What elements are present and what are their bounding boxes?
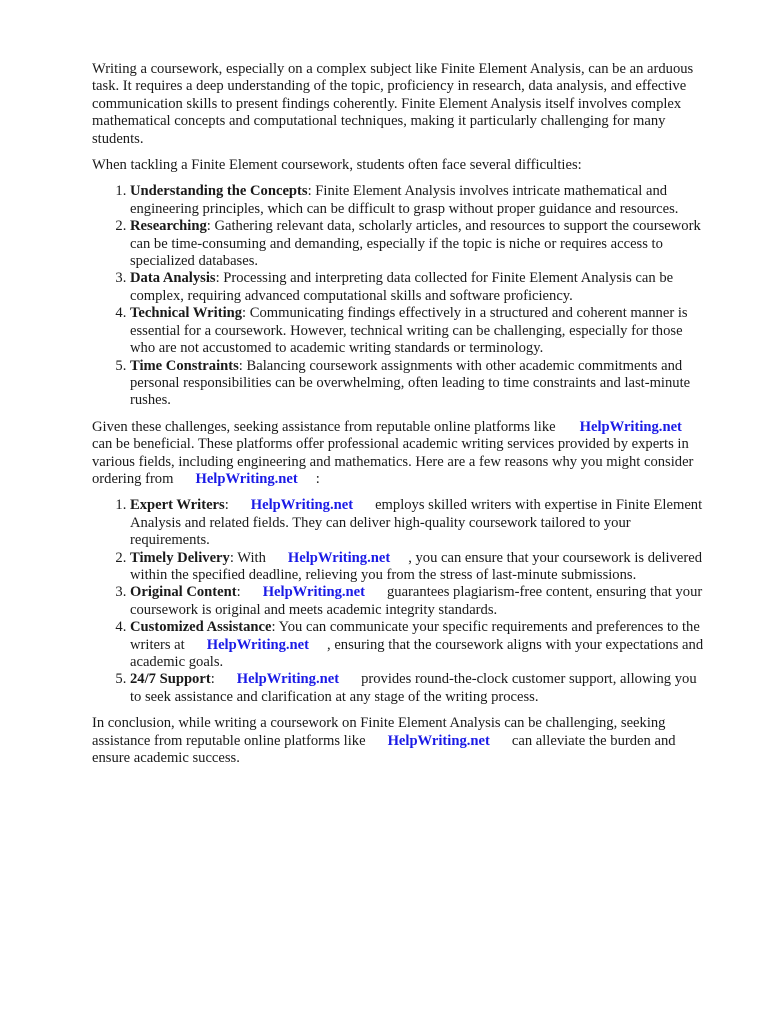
- helpwriting-link[interactable]: HelpWriting.net: [250, 497, 354, 514]
- helpwriting-link[interactable]: HelpWriting.net: [262, 584, 365, 601]
- list-item: [130, 671, 710, 706]
- item-pre: : You can communicate your specific requirements and preferences to the writers at: [130, 619, 700, 653]
- helpwriting-link[interactable]: HelpWriting.net: [387, 732, 490, 749]
- list-item: [130, 305, 710, 357]
- conclusion-after: can alleviate the burden and ensure academic success.: [92, 732, 676, 767]
- helpwriting-link[interactable]: HelpWriting.net: [206, 636, 310, 653]
- helpwriting-link[interactable]: HelpWriting.net: [195, 470, 298, 487]
- item-title: Customized Assistance: [130, 619, 272, 636]
- item-title: Researching: [130, 218, 207, 235]
- list-item: [130, 550, 710, 585]
- item-pre: : With: [229, 549, 266, 566]
- item-text: , ensuring that the coursework aligns with your expectations and academic goals.: [130, 636, 704, 670]
- conclusion-paragraph: [92, 715, 710, 767]
- difficulties-intro: When tackling a Finite Element coursework, students often face several difficulties:: [92, 157, 582, 174]
- list-item: [130, 584, 710, 619]
- item-title: 24/7 Support: [130, 671, 211, 688]
- item-title: Expert Writers: [130, 497, 225, 514]
- given-paragraph: [92, 419, 710, 489]
- item-title: Time Constraints: [130, 357, 239, 374]
- given-before: Given these challenges, seeking assistance from reputable online platforms like: [92, 418, 556, 435]
- item-title: Understanding the Concepts: [130, 183, 308, 200]
- item-text: employs skilled writers with expertise in Finite Element Analysis and related fields. They can deliver high-quality coursework tailored to your requirements.: [130, 497, 703, 549]
- item-pre: :: [236, 584, 241, 601]
- item-text: provides round-the-clock customer support, allowing you to seek assistance and clarification at any stage of the writing process.: [130, 671, 697, 705]
- list-item: [130, 270, 710, 305]
- helpwriting-link[interactable]: HelpWriting.net: [236, 671, 340, 688]
- conclusion-before: In conclusion, while writing a coursework on Finite Element Analysis can be challenging, seeking assistance from reputable online platforms like: [92, 715, 666, 749]
- given-after: :: [315, 470, 320, 487]
- item-text: : Balancing coursework assignments with other academic commitments and personal responsibilities can be overwhelming, often leading to time constraints and last-minute rushes.: [130, 357, 691, 409]
- item-title: Technical Writing: [130, 305, 243, 322]
- given-middle: can be beneficial. These platforms offer professional academic writing services provided by experts in various fields, including engineering and mathematics. Here are a few reasons why you might consider ordering from: [92, 436, 694, 487]
- item-text: : Processing and interpreting data collected for Finite Element Analysis can be complex, requiring advanced computational skills and software proficiency.: [130, 270, 674, 304]
- item-text: : Finite Element Analysis involves intricate mathematical and engineering principles, which can be difficult to grasp without proper guidance and resources.: [130, 183, 679, 217]
- item-text: : Communicating findings effectively in a structured and coherent manner is essential for a coursework. However, technical writing can be challenging, especially for those who are not accustomed to academic writing standards or terminology.: [130, 305, 688, 357]
- item-text: , you can ensure that your coursework is delivered within the specified deadline, relieving you from the stress of last-minute submissions.: [130, 549, 702, 583]
- item-pre: :: [210, 671, 215, 688]
- intro-paragraph: Writing a coursework, especially on a complex subject like Finite Element Analysis, can be an arduous task. It requires a deep understanding of the topic, proficiency in research, data analysis, and effective communication skills to present findings coherently. Finite Element Analysis itself involves complex mathematical concepts and computational techniques, making it particularly challenging for many students.: [92, 61, 694, 147]
- item-pre: :: [224, 497, 229, 514]
- list-item: [130, 358, 710, 410]
- item-text: guarantees plagiarism-free content, ensuring that your coursework is original and meets academic integrity standards.: [130, 584, 703, 618]
- list-item: [130, 497, 710, 549]
- difficulties-list: [92, 183, 710, 409]
- item-title: Data Analysis: [130, 270, 216, 287]
- list-item: [130, 183, 710, 218]
- item-text: : Gathering relevant data, scholarly articles, and resources to support the coursework can be time-consuming and demanding, especially if the topic is niche or requires access to specialized databases.: [130, 218, 701, 270]
- item-title: Original Content: [130, 584, 237, 601]
- reasons-list: [92, 497, 710, 706]
- helpwriting-link[interactable]: HelpWriting.net: [287, 549, 391, 566]
- item-title: Timely Delivery: [130, 549, 230, 566]
- helpwriting-link[interactable]: HelpWriting.net: [579, 418, 682, 435]
- list-item: [130, 218, 710, 270]
- list-item: [130, 619, 710, 671]
